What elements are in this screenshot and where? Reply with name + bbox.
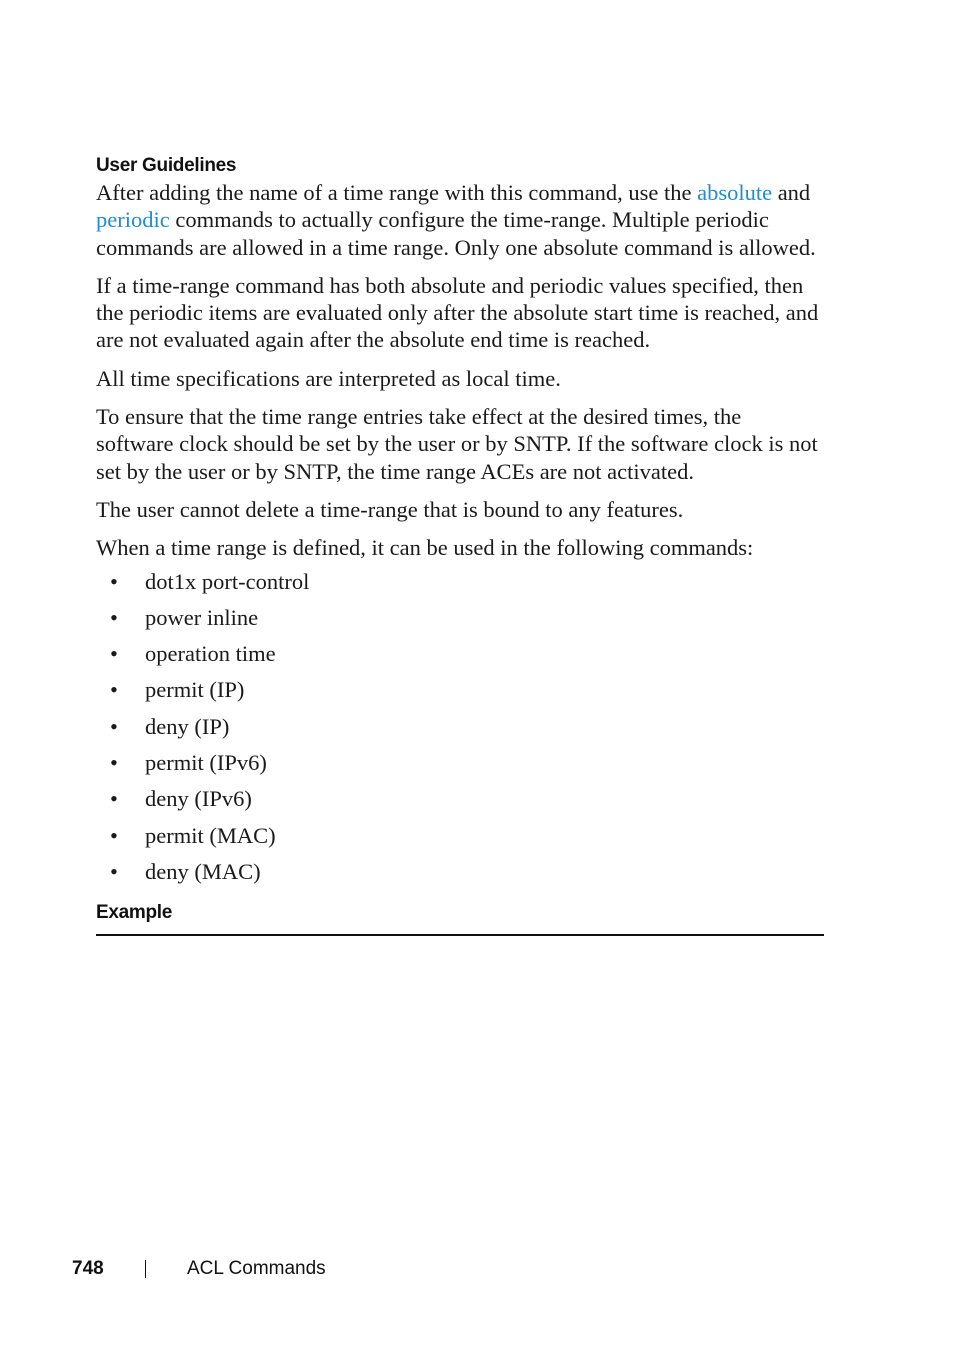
bullet-icon: • xyxy=(110,604,118,630)
page-content xyxy=(96,153,824,936)
footer-section-title: ACL Commands xyxy=(187,1258,326,1279)
bullet-icon: • xyxy=(110,786,118,812)
paragraph-intro-text-2: and xyxy=(772,180,811,205)
list-item-text: deny (MAC) xyxy=(145,858,261,884)
user-guidelines-heading: User Guidelines xyxy=(96,155,237,176)
list-item xyxy=(96,636,824,672)
list-item-text: deny (IP) xyxy=(145,713,230,739)
list-item xyxy=(96,745,824,781)
bullet-icon: • xyxy=(110,713,118,739)
list-item-text: power inline xyxy=(145,604,259,630)
bullet-icon: • xyxy=(110,822,118,848)
list-item-text: dot1x port-control xyxy=(145,568,310,594)
list-item xyxy=(96,854,824,890)
paragraph-delete-restriction: The user cannot delete a time-range that is bound to any features. xyxy=(96,496,684,522)
paragraph-absolute-periodic: If a time-range command has both absolute and periodic values specified, then the periodic items are evaluated only after the absolute start time is reached, and are not evaluated again after the absolute end time is reached. xyxy=(96,272,819,353)
periodic-link[interactable]: periodic xyxy=(96,207,170,233)
list-item xyxy=(96,709,824,745)
list-item-text: operation time xyxy=(145,641,276,667)
example-heading: Example xyxy=(96,902,173,924)
paragraph-intro-text-1: After adding the name of a time range with this command, use the xyxy=(96,180,698,205)
paragraph-software-clock: To ensure that the time range entries take effect at the desired times, the software clock should be set by the user or by SNTP. If the software clock is not set by the user or by SNTP, the time range ACEs are not activated. xyxy=(96,404,818,484)
list-item-text: permit (IP) xyxy=(145,677,245,703)
paragraph-intro xyxy=(96,179,824,261)
absolute-link[interactable]: absolute xyxy=(697,180,773,205)
list-item xyxy=(96,600,824,636)
footer-separator xyxy=(145,1260,146,1278)
bullet-icon: • xyxy=(110,750,118,776)
page-number: 748 xyxy=(72,1258,104,1279)
bullet-icon: • xyxy=(110,568,118,594)
list-item xyxy=(96,564,824,600)
list-item-text: permit (MAC) xyxy=(145,822,276,848)
bullet-icon: • xyxy=(110,641,118,667)
bullet-icon: • xyxy=(110,858,118,884)
paragraph-commands-intro: When a time range is defined, it can be used in the following commands: xyxy=(96,535,754,561)
bullet-icon: • xyxy=(110,677,118,703)
example-divider xyxy=(96,934,824,936)
paragraph-intro-text-3: commands to actually configure the time-range. Multiple periodic commands are allowed in a time range. Only one absolute command is allowed. xyxy=(96,207,816,260)
list-item-text: deny (IPv6) xyxy=(145,786,252,812)
commands-list xyxy=(96,564,824,891)
list-item xyxy=(96,818,824,854)
list-item xyxy=(96,672,824,708)
paragraph-local-time: All time specifications are interpreted as local time. xyxy=(96,365,561,391)
list-item xyxy=(96,781,824,817)
list-item-text: permit (IPv6) xyxy=(145,750,267,776)
